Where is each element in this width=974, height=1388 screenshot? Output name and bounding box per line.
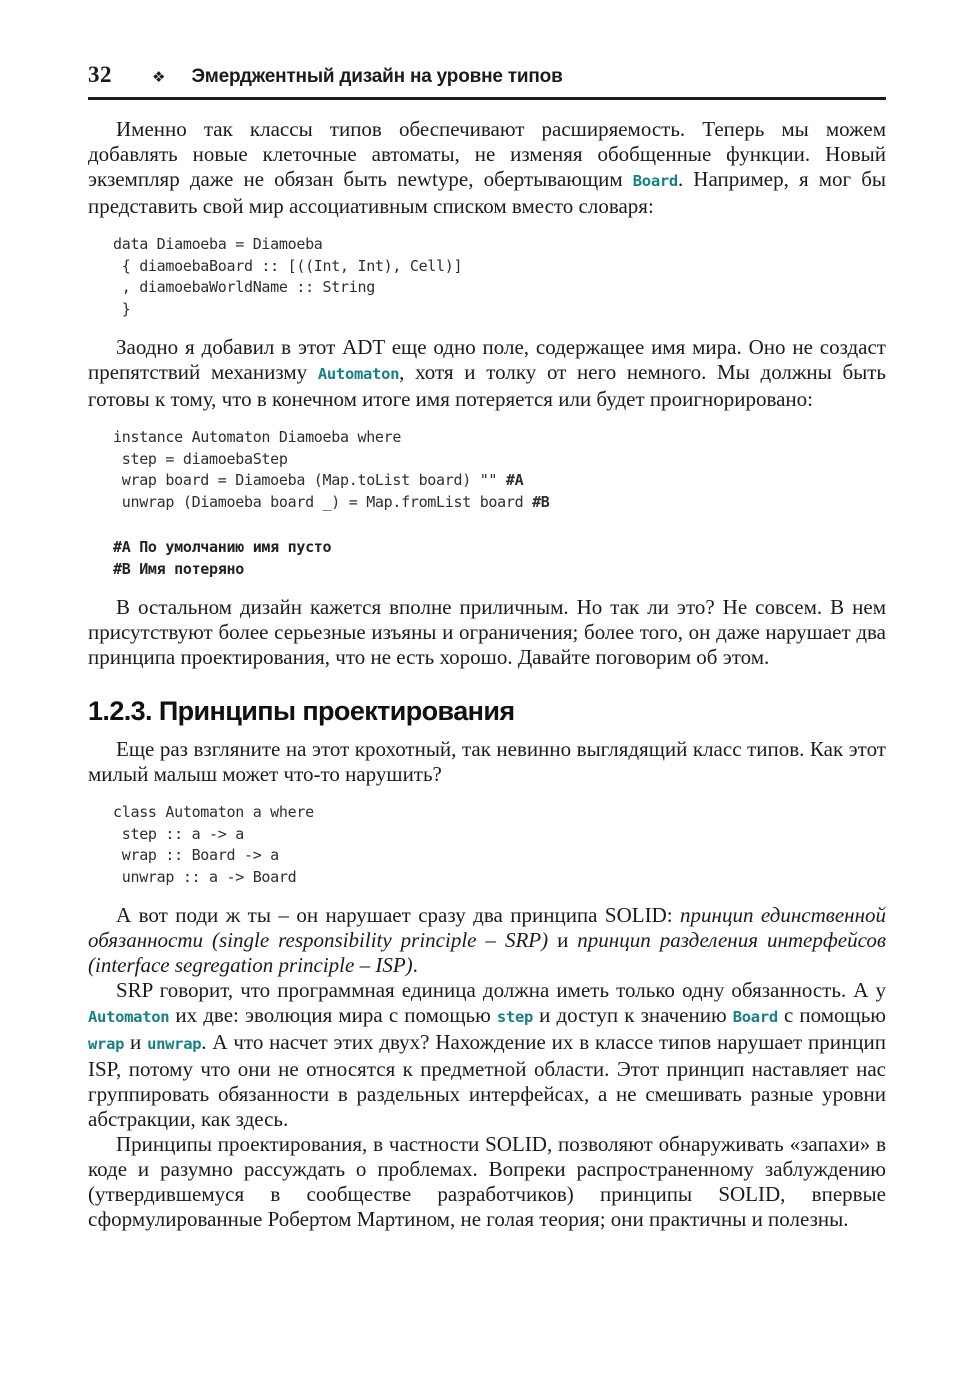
text-run: с помощью: [777, 1003, 886, 1027]
text-run: и доступ к значению: [533, 1003, 733, 1027]
page-number: 32: [88, 62, 112, 87]
code-line: }: [113, 299, 131, 318]
running-header: [88, 62, 886, 100]
code-line: { diamoebaBoard :: [((Int, Int), Cell)]: [113, 256, 463, 275]
paragraph-design-flaws: [88, 595, 886, 670]
text-run: А вот поди ж ты – он нарушает сразу два принципа SOLID:: [116, 903, 681, 927]
code-line: instance Automaton Diamoeba where: [113, 428, 402, 446]
code-line: step = diamoebaStep: [113, 449, 288, 468]
code-block-instance-automaton: [113, 427, 886, 513]
text-run: В остальном дизайн кажется вполне приличным. Но так ли это? Не совсем. В нем присутствуют более серьезные изъяны и ограничения; более того, он даже нарушает два принципа проектирования, что не есть хорошо. Давайте поговорим об этом.: [88, 595, 886, 669]
inline-code: wrap: [88, 1035, 125, 1053]
text-run: Именно так классы типов обеспечивают расширяемость. Теперь мы можем добавлять новые клеточные автоматы, не изменяя обобщенные функции. Новый экземпляр даже не обязан быть newtype, обертывающим: [88, 117, 886, 191]
code-annotations: [113, 537, 886, 580]
inline-code: unwrap: [147, 1035, 202, 1053]
inline-code: Automaton: [317, 365, 400, 383]
running-header-title: Эмерджентный дизайн на уровне типов: [191, 66, 563, 87]
text-run: . Например, я мог бы представить свой мир ассоциативным списком вместо словаря:: [88, 167, 886, 218]
code-line: #A По умолчанию имя пусто: [113, 538, 332, 556]
paragraph-adt-field: [88, 335, 886, 412]
code-line: wrap :: Board -> a: [113, 846, 279, 864]
paragraph-intro-typeclasses: [88, 117, 886, 219]
diamond-ornament-icon: ❖: [152, 68, 166, 86]
text-run: и: [548, 928, 578, 952]
text-run: Еще раз взгляните на этот крохотный, так невинно выглядящий класс типов. Как этот милый малыш может что-то нарушить?: [88, 737, 886, 786]
text-run: . А что насчет этих двух? Нахождение их в классе типов нарушает принцип ISP, потому что они не относятся к предметной области. Этот принцип наставляет нас группировать обязанности в раздельных интерфейсах, а не смешивать разные уровни абстракции, как здесь.: [88, 1030, 886, 1131]
code-line: class Automaton a where: [113, 803, 314, 821]
code-line: unwrap (Diamoeba board _) = Map.fromList board #B: [113, 492, 550, 511]
code-block-data-diamoeba: [113, 234, 886, 320]
text-run: принцип разделения интерфейсов (interface segregation principle – ISP): [88, 928, 886, 977]
code-line: #B Имя потеряно: [113, 559, 244, 578]
text-run: принцип единственной обязанности (single responsibility principle – SRP): [88, 903, 887, 952]
code-line: wrap board = Diamoeba (Map.toList board) "" #A: [113, 471, 524, 489]
code-line: data Diamoeba = Diamoeba: [113, 235, 323, 253]
paragraph-principles-useful: [88, 1132, 886, 1232]
text-run: их две: эволюция мира с помощью: [169, 1003, 497, 1027]
text-run: SRP говорит, что программная единица должна иметь только одну обязанность. А у: [116, 978, 886, 1002]
code-block-class-automaton: [113, 802, 886, 888]
text-run: Принципы проектирования, в частности SOLID, позволяют обнаруживать «запахи» в коде и разумно рассуждать о проблемах. Вопреки распространенному заблуждению (утвердившемуся в сообществе разработчиков) принципы SOLID, впервые сформулированные Робертом Мартином, не голая теория; они практичны и полезны.: [88, 1132, 886, 1231]
code-line: unwrap :: a -> Board: [113, 867, 297, 886]
text-run: Заодно я добавил в этот ADT еще одно поле, содержащее имя мира. Оно не создаст препятствий механизму: [88, 335, 886, 384]
text-run: , хотя и толку от него немного. Мы должны быть готовы к тому, что в конечном итоге имя потеряется или будет проигнорировано:: [88, 360, 887, 411]
paragraph-srp-isp: [88, 978, 886, 1132]
inline-code: Board: [732, 1008, 778, 1026]
text-run: и: [124, 1030, 148, 1054]
paragraph-solid-violations: [88, 903, 886, 978]
code-line: step :: a -> a: [113, 824, 244, 843]
text-run: .: [412, 953, 418, 977]
code-line: , diamoebaWorldName :: String: [113, 278, 375, 296]
section-heading: 1.2.3. Принципы проектирования: [88, 696, 515, 726]
inline-code: Board: [632, 172, 678, 190]
paragraph-look-again: [88, 737, 886, 787]
inline-code: Automaton: [88, 1008, 170, 1026]
inline-code: step: [496, 1008, 534, 1026]
